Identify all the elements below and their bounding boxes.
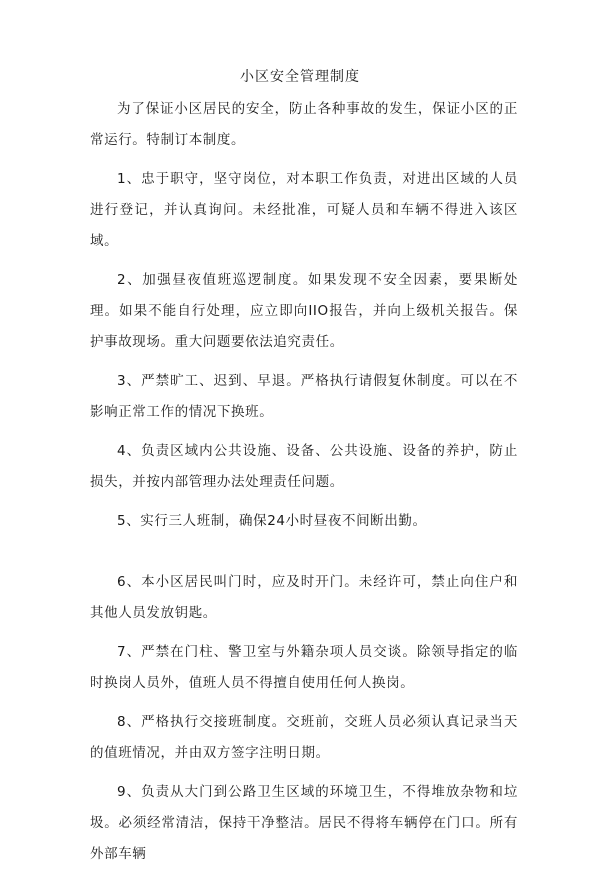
document-body <box>90 94 518 878</box>
rule-paragraph-5: 5、实行三人班制，确保24小时昼夜不间断出勤。 <box>117 513 427 529</box>
rule-paragraph-3: 3、严禁旷工、迟到、早退。严格执行请假复休制度。可以在不影响正常工作的情况下换班。 <box>90 373 518 420</box>
rule-paragraph-6: 6、本小区居民叫门时，应及时开门。未经许可，禁止向住户和其他人员发放钥匙。 <box>90 574 518 621</box>
rule-paragraph-8: 8、严格执行交接班制度。交班前，交班人员必须认真记录当天的值班情况，并由双方签字注明日期。 <box>90 714 518 761</box>
rule-paragraph-7: 7、严禁在门柱、警卫室与外籍杂项人员交谈。除领导指定的临时换岗人员外，值班人员不得擅自使用任何人换岗。 <box>90 644 518 691</box>
rule-paragraph-9: 9、负责从大门到公路卫生区域的环境卫生，不得堆放杂物和垃圾。必须经常清洁，保持干净整洁。居民不得将车辆停在门口。所有外部车辆 <box>90 784 518 862</box>
rule-paragraph-1: 1、忠于职守，坚守岗位，对本职工作负责，对进出区域的人员进行登记，并认真询问。未经批准，可疑人员和车辆不得进入该区域。 <box>90 171 518 249</box>
document-title: 小区安全管理制度 <box>240 69 360 85</box>
rule-paragraph-4: 4、负责区域内公共设施、设备、公共设施、设备的养护，防止损失，并按内部管理办法处理责任问题。 <box>90 443 518 490</box>
rule-paragraph-2: 2、加强昼夜值班巡逻制度。如果发现不安全因素，要果断处理。如果不能自行处理，应立即向IIO报告，并向上级机关报告。保护事故现场。重大问题要依法追究责任。 <box>90 272 518 350</box>
intro-paragraph: 为了保证小区居民的安全，防止各种事故的发生，保证小区的正常运行。特制订本制度。 <box>90 101 518 148</box>
